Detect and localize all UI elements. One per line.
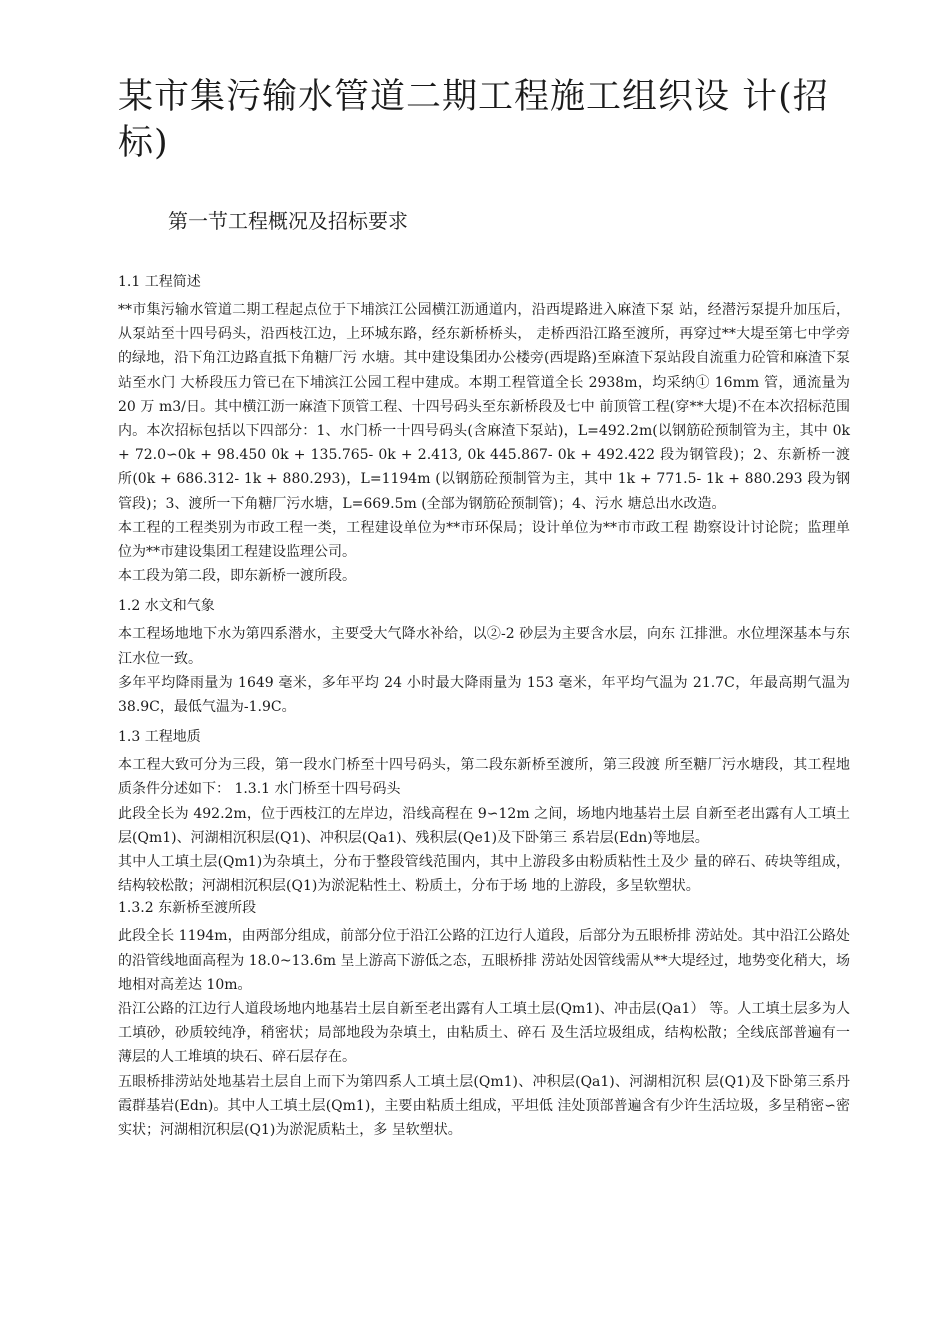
body-paragraph: 本工程场地地下水为第四系潜水，主要受大气降水补给，以②-2 砂层为主要含水层，向东 江排泄。水位埋深基本与东江水位一致。 — [118, 626, 850, 667]
body-paragraph: 本工段为第二段，即东新桥一渡所段。 — [118, 568, 356, 585]
document-title: 某市集污输水管道二期工程施工组织设 计(招标) — [118, 77, 829, 163]
body-paragraph: 本工程大致可分为三段，第一段水门桥至十四号码头，第二段东新桥至渡所，第三段渡 所至糖厂污水塘段，其工程地质条件分述如下： 1.3.1 水门桥至十四号码头 — [118, 757, 850, 798]
body-paragraph: 五眼桥排涝站处地基岩土层自上而下为第四系人工填土层(Qm1)、冲积层(Qa1)、河湖相沉积 层(Q1)及下卧第三系丹霞群基岩(Edn)。其中人工填土层(Qm1)，主要由粘质土组成，平坦低 洼处顶部普遍含有少许生活垃圾，多呈稍密∽密实状；河湖相沉积层(Q1)为淤泥质粘土，多 呈软塑状。 — [118, 1073, 850, 1139]
body-paragraph: 其中人工填土层(Qm1)为杂填土，分布于整段管线范围内，其中上游段多由粉质粘性土及少 量的碎石、砖块等组成，结构较松散；河湖相沉积层(Q1)为淤泥粘性土、粉质土，分布于场 地的上游段，多呈软塑状。 — [118, 854, 850, 895]
body-paragraph: 沿江公路的江边行人道段场地内地基岩土层自新至老出露有人工填土层(Qm1)、冲击层(Qa1） 等。人工填土层多为人工填砂，砂质较纯净，稍密状；局部地段为杂填土，由粘质土、碎石 及生活垃圾组成，结构松散；全线底部普遍有一薄层的人工堆填的块石、碎石层存在。 — [118, 1001, 850, 1066]
subsection-heading: 1.1 工程简述 — [118, 274, 201, 290]
subsection-heading: 1.3 工程地质 — [118, 729, 201, 746]
document-body — [118, 272, 850, 1142]
subsection-heading: 1.2 水文和气象 — [118, 598, 215, 615]
body-paragraph: 本工程的工程类别为市政工程一类，工程建设单位为**市环保局；设计单位为**市市政工程 勘察设计讨论院；监理单位为**市建设集团工程建设监理公司。 — [118, 519, 850, 561]
body-paragraph: 多年平均降雨量为 1649 毫米，多年平均 24 小时最大降雨量为 153 毫米，年平均气温为 21.7C，年最高期气温为 38.9C，最低气温为-1.9C。 — [118, 674, 850, 716]
body-paragraph: 此段全长 1194m，由两部分组成，前部分位于沿江公路的江边行人道段，后部分为五眼桥排 涝站处。其中沿江公路处的沿管线地面高程为 18.0~13.6m 呈上游高下游低之态，五眼桥排 涝站处因管线需从**大堤经过，地势变化稍大，场地相对高差达 10m。 — [118, 928, 850, 993]
section-heading: 第一节工程概况及招标要求 — [168, 209, 408, 233]
body-paragraph: **市集污输水管道二期工程起点位于下埔滨江公园横江沥通道内，沿西堤路进入麻渣下泵 站，经潜污泵提升加压后，从泵站至十四号码头，沿西枝江边，上环城东路，经东新桥桥头， 走桥西沿江路至渡所，再穿过**大堤至第七中学旁的绿地，沿下角江边路直抵下角糖厂污 水塘。其中建设集团办公楼旁(西堤路)至麻渣下泵站段自流重力砼管和麻渣下泵站至水门 大桥段压力管已在下埔滨江公园工程中建成。本期工程管道全长 2938m，均采纳① 16mm 管，通流量为 20 万 m3/日。其中横江沥一麻渣下顶管工程、十四号码头至东新桥段及七中 前顶管工程(穿**大堤)不在本次招标范围内。本次招标包括以下四部分：1、水门桥一十四号码头(含麻渣下泵站)，L=492.2m(以钢筋砼预制管为主，其中 0k + 72.0∽0k + 98.450 0k + 135.765- 0k + 2.413, 0k 445.867- 0k + 492.422 段为钢管段)；2、东新桥一渡 所(0k + 686.312- 1k + 880.293)，L=1194m (以钢筋砼预制管为主，其中 1k + 771.5- 1k + 880.293 段为钢管段)；3、渡所一下角糖厂污水塘，L=669.5m (全部为钢筋砼预制管)；4、污水 塘总出水改造。 — [118, 302, 850, 512]
subsection-heading: 1.3.2 东新桥至渡所段 — [118, 900, 257, 917]
body-paragraph: 此段全长为 492.2m，位于西枝江的左岸边，沿线高程在 9∽12m 之间，场地内地基岩土层 自新至老出露有人工填土层(Qm1)、河湖相沉积层(Q1)、冲积层(Qa1)、残积层(Qe1)及下卧第三 系岩层(Edn)等地层。 — [118, 805, 850, 846]
